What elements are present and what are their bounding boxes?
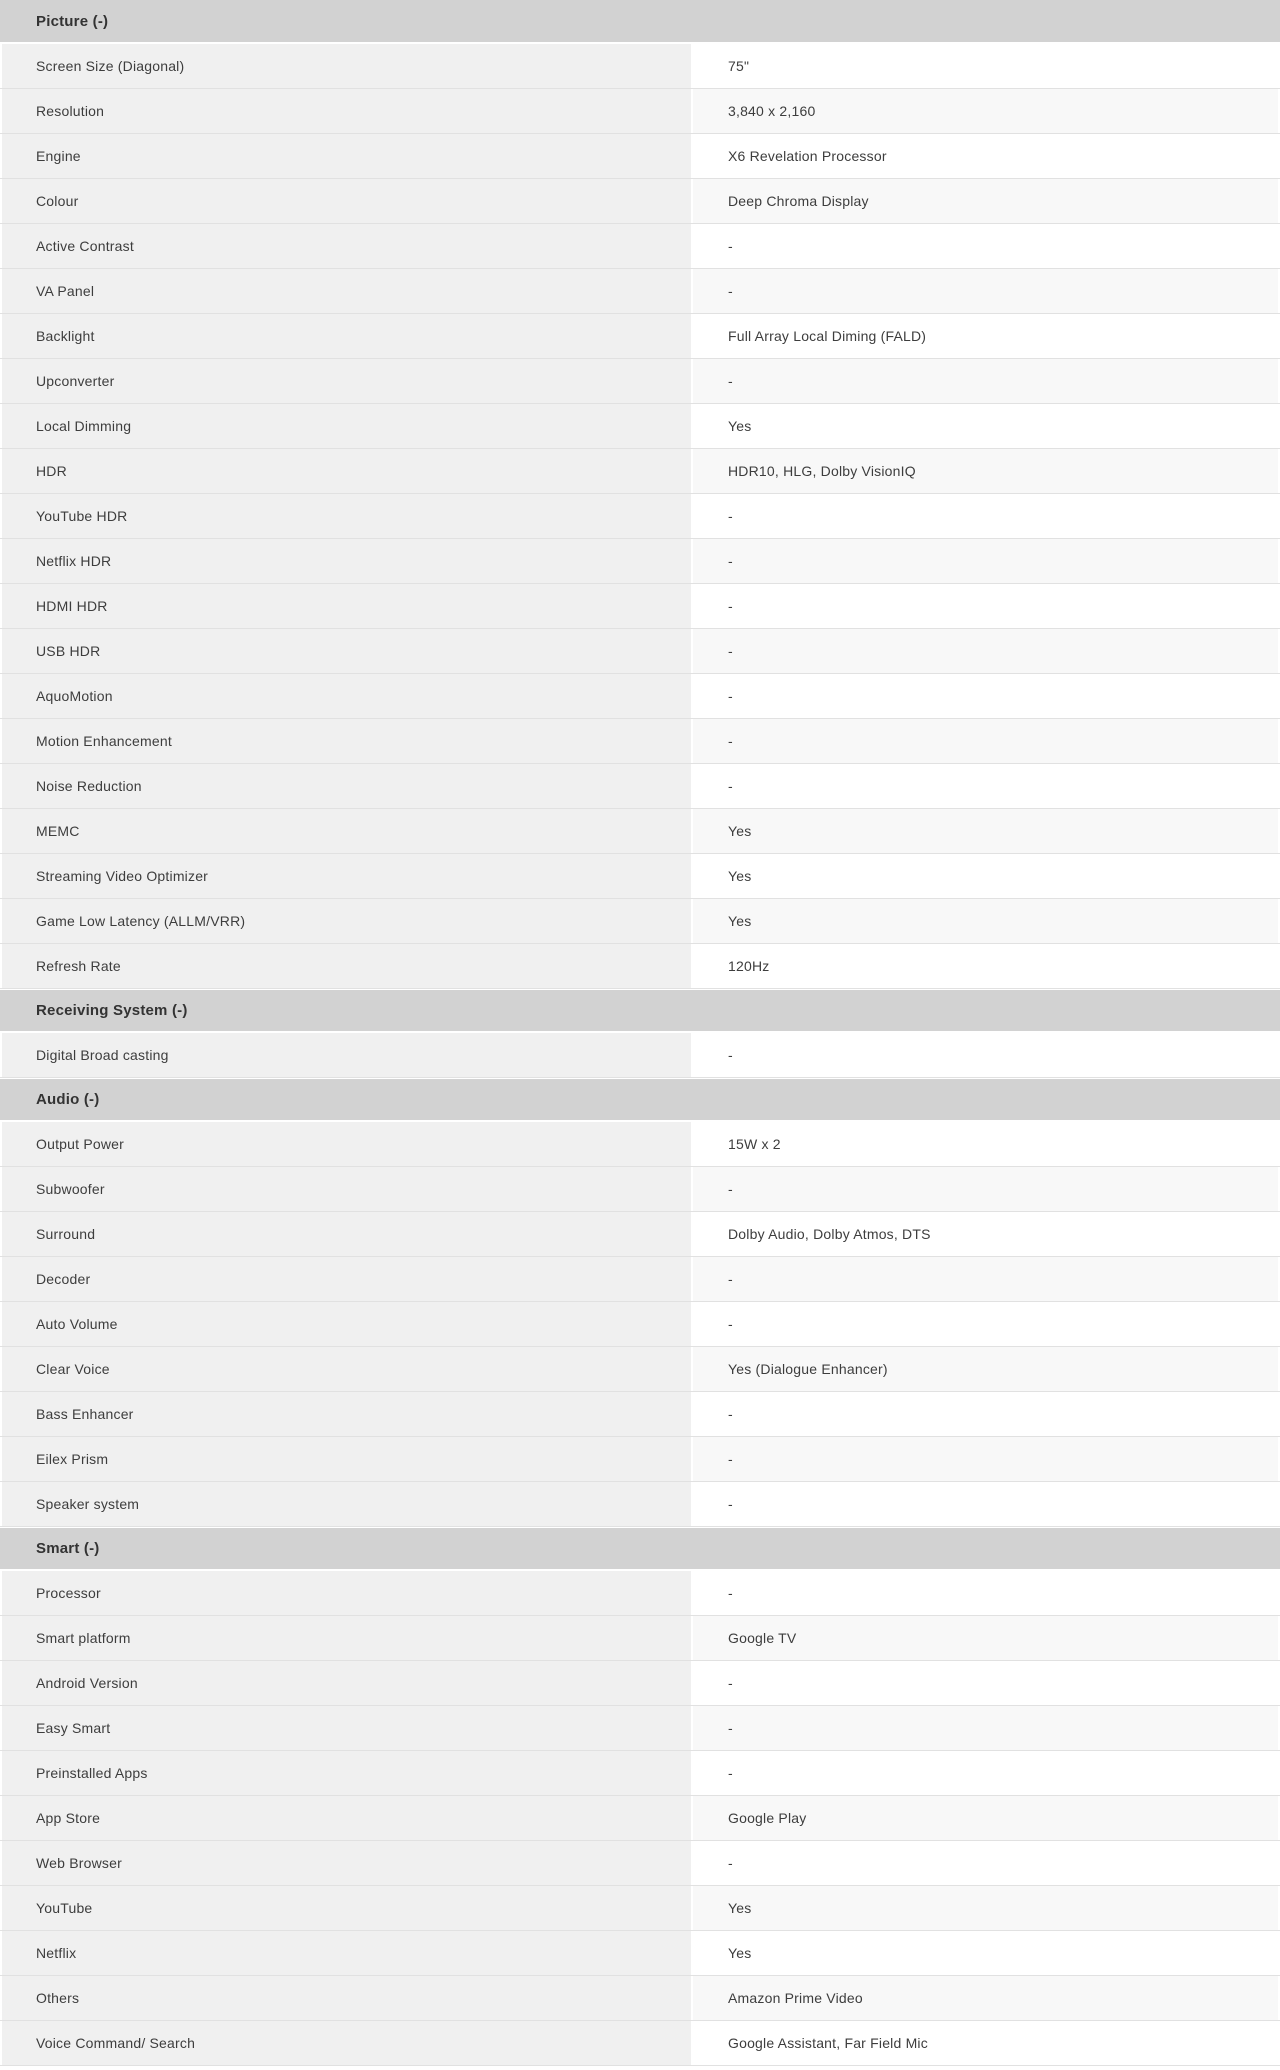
spec-value: - [693, 1571, 1278, 1615]
section-header[interactable] [0, 1078, 1280, 1122]
spec-value: - [693, 1392, 1278, 1436]
spec-value: Yes [693, 1931, 1278, 1975]
spec-label: Refresh Rate [2, 944, 693, 988]
spec-label: Active Contrast [2, 224, 693, 268]
spec-row [0, 1437, 1280, 1482]
spec-row [0, 719, 1280, 764]
spec-label: Eilex Prism [2, 1437, 693, 1481]
spec-label: AquoMotion [2, 674, 693, 718]
spec-value: 120Hz [693, 944, 1278, 988]
spec-row [0, 1392, 1280, 1437]
spec-row [0, 764, 1280, 809]
spec-row [0, 1167, 1280, 1212]
spec-label: MEMC [2, 809, 693, 853]
spec-row [0, 1571, 1280, 1616]
section-header[interactable] [0, 1527, 1280, 1571]
spec-value: - [693, 1706, 1278, 1750]
spec-value: Dolby Audio, Dolby Atmos, DTS [693, 1212, 1278, 1256]
spec-row [0, 629, 1280, 674]
spec-row [0, 1302, 1280, 1347]
spec-label: Netflix [2, 1931, 693, 1975]
spec-row [0, 2021, 1280, 2066]
spec-label: Smart platform [2, 1616, 693, 1660]
spec-label: HDMI HDR [2, 584, 693, 628]
spec-row [0, 1122, 1280, 1167]
spec-value: HDR10, HLG, Dolby VisionIQ [693, 449, 1278, 493]
spec-value: - [693, 1033, 1278, 1077]
spec-row [0, 179, 1280, 224]
spec-value: Full Array Local Diming (FALD) [693, 314, 1278, 358]
section-title: Audio (-) [36, 1091, 100, 1108]
spec-label: Preinstalled Apps [2, 1751, 693, 1795]
spec-value: - [693, 224, 1278, 268]
spec-value: - [693, 1437, 1278, 1481]
spec-label: Voice Command/ Search [2, 2021, 693, 2065]
spec-row [0, 1976, 1280, 2021]
spec-label: Upconverter [2, 359, 693, 403]
spec-label: Local Dimming [2, 404, 693, 448]
spec-row [0, 44, 1280, 89]
spec-row [0, 1257, 1280, 1302]
section-title: Picture (-) [36, 12, 109, 30]
spec-value: - [693, 494, 1278, 538]
spec-label: Surround [2, 1212, 693, 1256]
spec-value: - [693, 719, 1278, 763]
spec-value: - [693, 764, 1278, 808]
spec-label: Speaker system [2, 1482, 693, 1526]
section-header[interactable] [0, 0, 1280, 44]
spec-value: Yes [693, 854, 1278, 898]
spec-label: Easy Smart [2, 1706, 693, 1750]
spec-label: YouTube [2, 1886, 693, 1930]
spec-value: 75" [693, 44, 1278, 88]
spec-row [0, 1482, 1280, 1527]
spec-row [0, 1661, 1280, 1706]
spec-row [0, 899, 1280, 944]
spec-row [0, 809, 1280, 854]
spec-value: - [693, 539, 1278, 583]
spec-label: Output Power [2, 1122, 693, 1166]
spec-value: Yes [693, 809, 1278, 853]
spec-label: Android Version [2, 1661, 693, 1705]
spec-value: - [693, 584, 1278, 628]
spec-row [0, 89, 1280, 134]
spec-label: Auto Volume [2, 1302, 693, 1346]
spec-label: Processor [2, 1571, 693, 1615]
section-header[interactable] [0, 989, 1280, 1033]
spec-row [0, 1616, 1280, 1661]
spec-label: Netflix HDR [2, 539, 693, 583]
spec-label: Streaming Video Optimizer [2, 854, 693, 898]
spec-row [0, 1706, 1280, 1751]
spec-label: HDR [2, 449, 693, 493]
spec-row [0, 494, 1280, 539]
spec-label: Bass Enhancer [2, 1392, 693, 1436]
spec-label: App Store [2, 1796, 693, 1840]
spec-value: 3,840 x 2,160 [693, 89, 1278, 133]
spec-value: Yes [693, 899, 1278, 943]
spec-value: - [693, 1661, 1278, 1705]
spec-row [0, 584, 1280, 629]
spec-row [0, 359, 1280, 404]
spec-label: Web Browser [2, 1841, 693, 1885]
spec-row [0, 1347, 1280, 1392]
spec-row [0, 224, 1280, 269]
spec-row [0, 1033, 1280, 1078]
spec-value: - [693, 1841, 1278, 1885]
section-title: Smart (-) [36, 1540, 100, 1557]
spec-value: - [693, 674, 1278, 718]
spec-label: Screen Size (Diagonal) [2, 44, 693, 88]
spec-row [0, 1796, 1280, 1841]
spec-value: Deep Chroma Display [693, 179, 1278, 223]
spec-row [0, 854, 1280, 899]
spec-value: - [693, 629, 1278, 673]
spec-label: Subwoofer [2, 1167, 693, 1211]
spec-value: Yes (Dialogue Enhancer) [693, 1347, 1278, 1391]
spec-value: - [693, 1751, 1278, 1795]
spec-label: Clear Voice [2, 1347, 693, 1391]
spec-value: 15W x 2 [693, 1122, 1278, 1166]
spec-label: Backlight [2, 314, 693, 358]
spec-label: Noise Reduction [2, 764, 693, 808]
spec-value: - [693, 1257, 1278, 1301]
spec-value: Google Play [693, 1796, 1278, 1840]
spec-value: X6 Revelation Processor [693, 134, 1278, 178]
spec-row [0, 1886, 1280, 1931]
spec-label: Digital Broad casting [2, 1033, 693, 1077]
spec-row [0, 1841, 1280, 1886]
spec-value: - [693, 1482, 1278, 1526]
spec-value: Amazon Prime Video [693, 1976, 1278, 2020]
spec-value: - [693, 359, 1278, 403]
spec-row [0, 1212, 1280, 1257]
spec-label: Resolution [2, 89, 693, 133]
spec-label: YouTube HDR [2, 494, 693, 538]
spec-value: Google TV [693, 1616, 1278, 1660]
spec-row [0, 404, 1280, 449]
spec-value: - [693, 1167, 1278, 1211]
spec-row [0, 1751, 1280, 1796]
spec-label: Engine [2, 134, 693, 178]
spec-label: Colour [2, 179, 693, 223]
spec-label: VA Panel [2, 269, 693, 313]
spec-value: Google Assistant, Far Field Mic [693, 2021, 1278, 2065]
spec-label: Decoder [2, 1257, 693, 1301]
spec-value: - [693, 1302, 1278, 1346]
spec-label: Others [2, 1976, 693, 2020]
spec-label: Motion Enhancement [2, 719, 693, 763]
spec-row [0, 539, 1280, 584]
spec-label: Game Low Latency (ALLM/VRR) [2, 899, 693, 943]
spec-row [0, 134, 1280, 179]
spec-row [0, 314, 1280, 359]
spec-row [0, 449, 1280, 494]
spec-row [0, 1931, 1280, 1976]
spec-row [0, 674, 1280, 719]
spec-row [0, 269, 1280, 314]
section-title: Receiving System (-) [36, 1002, 188, 1019]
spec-label: USB HDR [2, 629, 693, 673]
spec-value: Yes [693, 404, 1278, 448]
spec-value: - [693, 269, 1278, 313]
spec-row [0, 944, 1280, 989]
spec-value: Yes [693, 1886, 1278, 1930]
